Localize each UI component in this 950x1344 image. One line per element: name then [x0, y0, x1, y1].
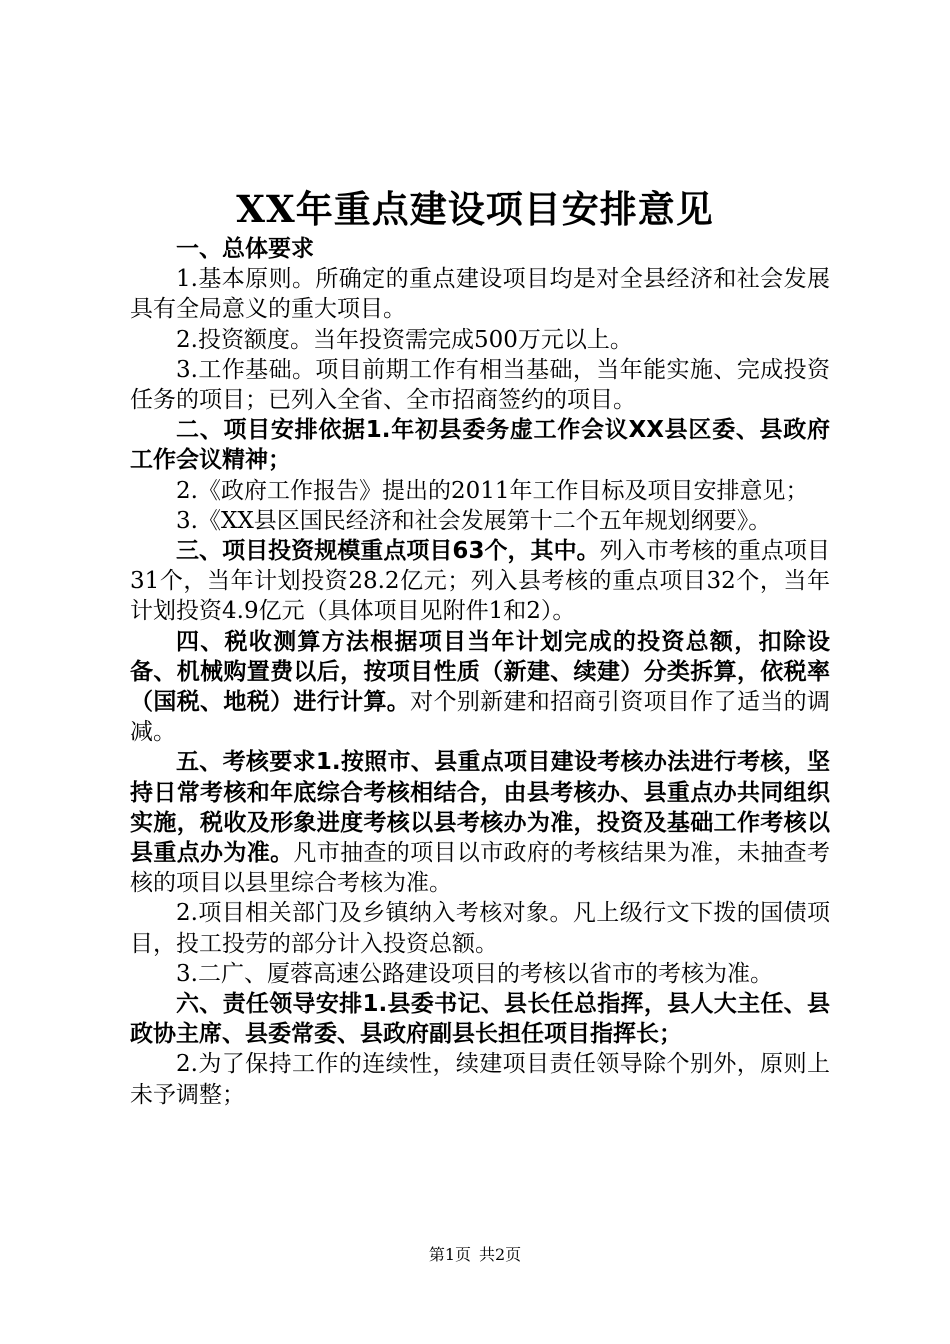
paragraph-work-foundation: 3.工作基础。项目前期工作有相当基础，当年能实施、完成投资任务的项目；已列入全省、全市招商签约的项目。	[130, 356, 830, 414]
page-footer	[0, 1244, 950, 1266]
investment-scale-text: 列入市考核的重点项目31个，当年计划投资28.2亿元；列入县考核的重点项目32个，当年计划投资4.9亿元（具体项目见附件1和2）。	[130, 538, 831, 625]
section-heading-leadership: 六、责任领导安排1.县委书记、县长任总指挥，县人大主任、县政协主席、县委常委、县政府副县长担任项目指挥长；	[130, 991, 830, 1048]
tax-calculation-text: 对个别新建和招商引资项目作了适当的调减。	[130, 689, 831, 746]
section-heading-tax-calculation: 四、税收测算方法根据项目当年计划完成的投资总额，扣除设备、机械购置费以后，按项目性质（新建、续建）分类拆算，依税率（国税、地税）进行计算。	[130, 628, 830, 716]
section-tax-calculation	[130, 627, 830, 748]
paragraph-leadership-continuity: 2.为了保持工作的连续性，续建项目责任领导除个别外，原则上未予调整；	[130, 1051, 830, 1108]
assessment-text: 凡市抽查的项目以市政府的考核结果为准，未抽查考核的项目以县里综合考核为准。	[130, 840, 831, 897]
document-body	[130, 234, 830, 1110]
section-heading-general-requirements: 一、总体要求	[176, 236, 314, 262]
paragraph-basic-principle: 1.基本原则。所确定的重点建设项目均是对全县经济和社会发展具有全局意义的重大项目。	[130, 266, 830, 323]
paragraph-government-report: 2.《政府工作报告》提出的2011年工作目标及项目安排意见；	[176, 477, 809, 504]
paragraph-investment-amount: 2.投资额度。当年投资需完成500万元以上。	[176, 326, 633, 353]
page-number-total: 共2页	[479, 1245, 522, 1264]
page-number-current: 第1页	[428, 1245, 471, 1264]
section-investment-scale	[130, 536, 830, 627]
section-heading-investment-scale: 三、项目投资规模重点项目63个，其中。	[176, 538, 600, 565]
paragraph-expressway-assessment: 3.二广、厦蓉高速公路建设项目的考核以省市的考核为准。	[176, 960, 773, 987]
section-heading-assessment: 五、考核要求1.按照市、县重点项目建设考核办法进行考核，坚持日常考核和年底综合考核相结合，由县考核办、县重点办共同组织实施，税收及形象进度考核以县考核办为准，投资及基础工作考核以县重点办为准。	[130, 749, 830, 867]
paragraph-five-year-plan: 3.《XX县区国民经济和社会发展第十二个五年规划纲要》。	[176, 507, 772, 534]
section-assessment	[130, 747, 830, 898]
paragraph-assessment-objects: 2.项目相关部门及乡镇纳入考核对象。凡上级行文下拨的国债项目，投工投劳的部分计入投资总额。	[130, 900, 830, 957]
section-heading-project-basis: 二、项目安排依据1.年初县委务虚工作会议XX县区委、县政府工作会议精神；	[130, 417, 830, 474]
document-title: XX年重点建设项目安排意见	[236, 187, 714, 231]
